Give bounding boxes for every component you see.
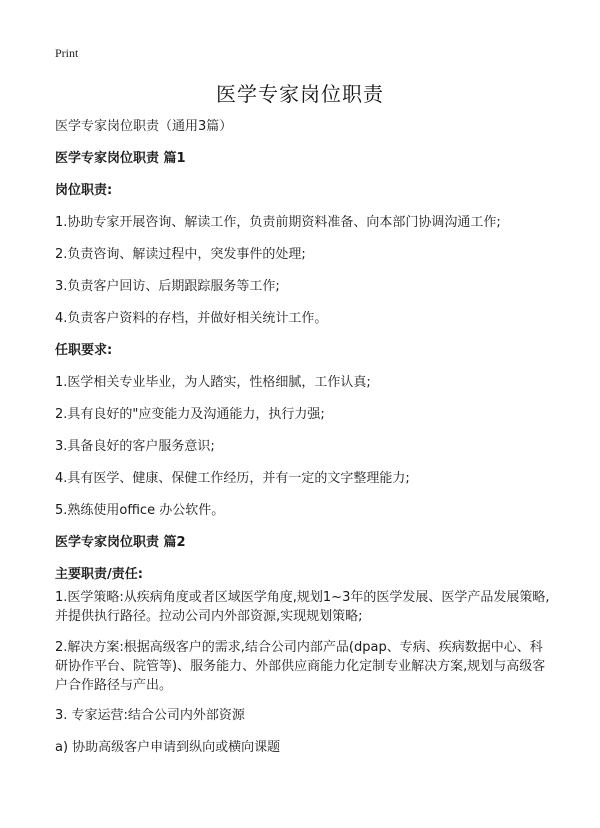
section1-requirement-item: 5.熟练使用office 办公软件。 [55, 503, 225, 518]
section1-duty-item: 2.负责咨询、解读过程中，突发事件的处理; [55, 247, 306, 262]
section1-requirement-item: 2.具有良好的"应变能力及沟通能力，执行力强; [55, 407, 325, 422]
section2-item: 3. 专家运营:结合公司内外部资源 [55, 708, 245, 723]
print-label[interactable]: Print [55, 46, 79, 60]
document-title: 医学专家岗位职责 [216, 82, 384, 106]
section2-item: 1.医学策略:从疾病角度或者区域医学角度,规划1~3年的医学发展、医学产品发展策略,并提供执行路径。拉动公司内外部资源,实现规划策略; [55, 590, 550, 624]
section1-duty-item: 3.负责客户回访、后期跟踪服务等工作; [55, 279, 280, 294]
section1-requirements-heading: 任职要求: [55, 343, 113, 358]
section1-duty-item: 4.负责客户资料的存档，并做好相关统计工作。 [55, 311, 328, 326]
section1-heading: 医学专家岗位职责 篇1 [55, 151, 186, 166]
section2-item: 2.解决方案:根据高级客户的需求,结合公司内部产品(dpap、专病、疾病数据中心、科研协作平台、院管等)、服务能力、外部供应商能力化定制专业解决方案,规划与高级客户合作路径与产出。 [55, 640, 546, 693]
section2-item: a) 协助高级客户申请到纵向或横向课题 [55, 740, 281, 755]
section2-heading: 医学专家岗位职责 篇2 [55, 535, 186, 550]
section1-requirement-item: 3.具备良好的客户服务意识; [55, 439, 215, 454]
section1-requirement-item: 4.具有医学、健康、保健工作经历，并有一定的文字整理能力; [55, 471, 410, 486]
section1-duty-item: 1.协助专家开展咨询、解读工作，负责前期资料准备、向本部门协调沟通工作; [55, 215, 501, 230]
section2-duties-heading: 主要职责/责任: [55, 567, 143, 582]
section1-requirement-item: 1.医学相关专业毕业，为人踏实，性格细腻，工作认真; [55, 375, 371, 390]
document-subtitle: 医学专家岗位职责（通用3篇） [55, 119, 233, 134]
section1-duties-heading: 岗位职责: [55, 183, 113, 198]
